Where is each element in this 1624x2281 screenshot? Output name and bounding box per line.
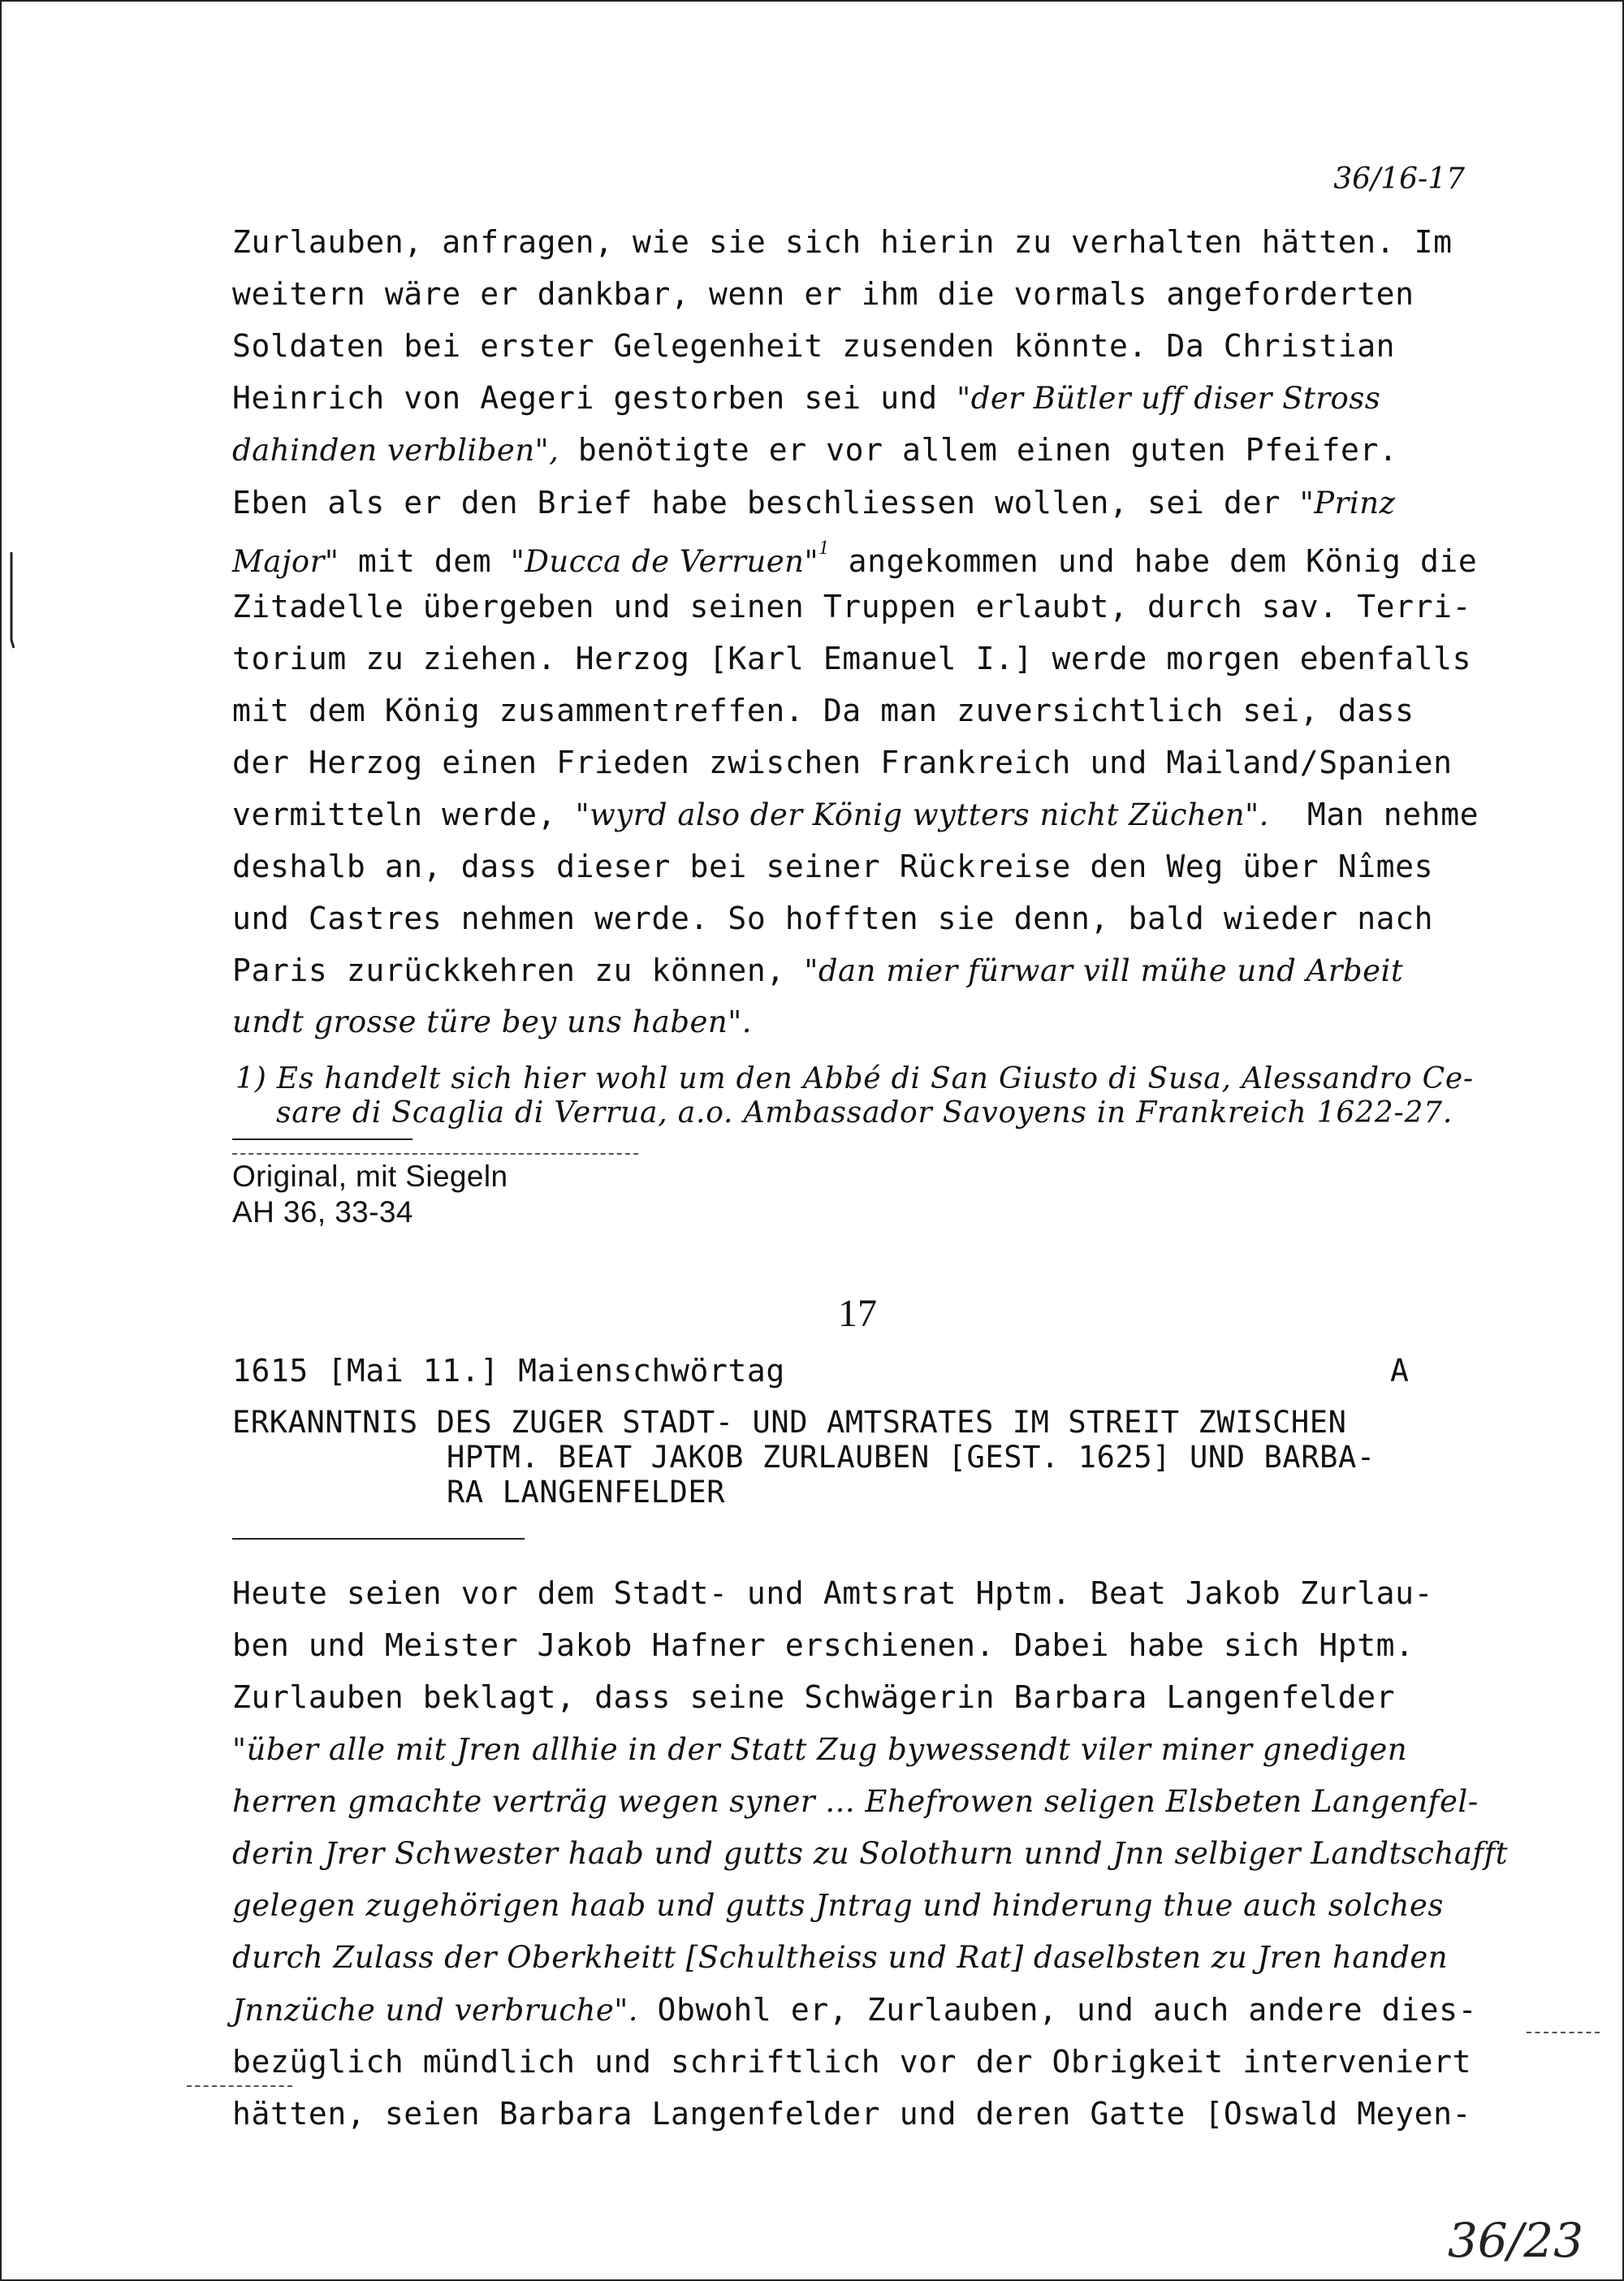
body-line: Zurlauben, anfragen, wie sie sich hierin zu verhalten hätten. Im (232, 224, 1453, 260)
footnote-marker[interactable]: 1 (818, 537, 830, 559)
quote-segment: "Ducca de Verruen" (510, 544, 819, 579)
dashed-rule (232, 1153, 638, 1155)
page-reference: 36/16-17 (1333, 162, 1465, 196)
heading-rule (232, 1538, 525, 1540)
quote-segment: "Prinz (1299, 486, 1396, 521)
footnote-rule (232, 1138, 412, 1140)
quote-line: derin Jrer Schwester haab und gutts zu Solothurn unnd Jnn selbiger Landtschafft (232, 1836, 1509, 1871)
quote-segment: Jnnzüche und verbruche". (232, 1993, 639, 2028)
body-line (232, 953, 1403, 988)
body-line (232, 797, 1479, 832)
document-date: 1615 [Mai 11.] Maienschwörtag (232, 1353, 785, 1389)
body-line: deshalb an, dass dieser bei seiner Rückreise den Weg über Nîmes (232, 849, 1434, 884)
source-note: AH 36, 33-34 (232, 1195, 413, 1229)
text-segment: vermitteln werde, (232, 797, 576, 832)
document-heading: RA LANGENFELDER (447, 1475, 726, 1510)
quote-segment: "der Bütler uff diser Stross (957, 381, 1381, 416)
body-line: Heute seien vor dem Stadt- und Amtsrat Hptm. Beat Jakob Zurlau- (232, 1575, 1434, 1611)
body-line (232, 380, 1380, 416)
source-note: Original, mit Siegeln (232, 1160, 508, 1193)
footnote-line: sare di Scaglia di Verrua, a.o. Ambassador Savoyens in Frankreich 1622-27. (276, 1096, 1453, 1130)
dashed-mark (1527, 2032, 1600, 2033)
margin-bracket-mark (6, 552, 15, 650)
quote-segment: Major" (232, 544, 339, 579)
quote-line: "über alle mit Jren allhie in der Statt Zug bywessendt viler miner gnedigen (232, 1732, 1408, 1767)
body-line: hätten, seien Barbara Langenfelder und deren Gatte [Oswald Meyen- (232, 2096, 1472, 2132)
text-segment: Paris zurückkehren zu können, (232, 953, 805, 988)
body-line: der Herzog einen Frieden zwischen Frankreich und Mailand/Spanien (232, 745, 1453, 780)
footnote-line: 1) Es handelt sich hier wohl um den Abbé di San Giusto di Susa, Alessandro Ce- (235, 1062, 1474, 1095)
dashed-mark (187, 2085, 292, 2087)
quote-segment: dahinden verbliben", (232, 433, 559, 468)
body-line: Zurlauben beklagt, dass seine Schwägerin Barbara Langenfelder (232, 1679, 1396, 1715)
text-segment: benötigte er vor allem einen guten Pfeifer. (559, 432, 1398, 468)
quote-line: herren gmachte verträg wegen syner ... Ehefrowen seligen Elsbeten Langenfel- (232, 1784, 1479, 1819)
text-segment: Obwohl er, Zurlauben, und auch andere dies- (638, 1992, 1478, 2028)
document-heading: ERKANNTNIS DES ZUGER STADT- UND AMTSRATES IM STREIT ZWISCHEN (232, 1405, 1347, 1440)
text-segment: angekommen und habe dem König die (829, 543, 1478, 579)
body-line (232, 1992, 1477, 2028)
body-line: Soldaten bei erster Gelegenheit zusenden könnte. Da Christian (232, 328, 1396, 364)
quote-segment: "dan mier fürwar vill mühe und Arbeit (804, 953, 1404, 988)
body-line: ben und Meister Jakob Hafner erschienen. Dabei habe sich Hptm. (232, 1627, 1415, 1663)
document-heading: HPTM. BEAT JAKOB ZURLAUBEN [GEST. 1625] UND BARBA- (447, 1440, 1376, 1475)
quote-line: gelegen zugehörigen haab und gutts Jntrag und hinderung thue auch solches (232, 1888, 1444, 1923)
handwritten-archive-number: 36/23 (1447, 2213, 1583, 2268)
text-segment: Heinrich von Aegeri gestorben sei und (232, 380, 957, 416)
body-line: undt grosse türe bey uns haben". (232, 1004, 753, 1039)
body-line: bezüglich mündlich und schriftlich vor der Obrigkeit interveniert (232, 2044, 1472, 2080)
text-segment: Man nehme (1268, 797, 1479, 832)
body-line: torium zu ziehen. Herzog [Karl Emanuel I.] werde morgen ebenfalls (232, 641, 1472, 676)
body-line: weitern wäre er dankbar, wenn er ihm die vormals angeforderten (232, 276, 1415, 312)
text-segment: mit dem (339, 543, 511, 579)
quote-segment: "wyrd also der König wytters nicht Züchen". (575, 797, 1269, 832)
body-line (232, 432, 1397, 468)
text-segment: Eben als er den Brief habe beschliessen wollen, sei der (232, 485, 1300, 521)
body-line: mit dem König zusammentreffen. Da man zuversichtlich sei, dass (232, 693, 1415, 728)
quote-line: durch Zulass der Oberkheitt [Schultheiss und Rat] daselbsten zu Jren handen (232, 1940, 1449, 1975)
document-number: 17 (838, 1292, 877, 1335)
body-line: Zitadelle übergeben und seinen Truppen erlaubt, durch sav. Terri- (232, 589, 1472, 624)
document-type-letter: A (1390, 1353, 1409, 1389)
body-line (232, 485, 1396, 521)
body-line (232, 537, 1477, 579)
body-line: und Castres nehmen werde. So hofften sie denn, bald wieder nach (232, 901, 1434, 936)
